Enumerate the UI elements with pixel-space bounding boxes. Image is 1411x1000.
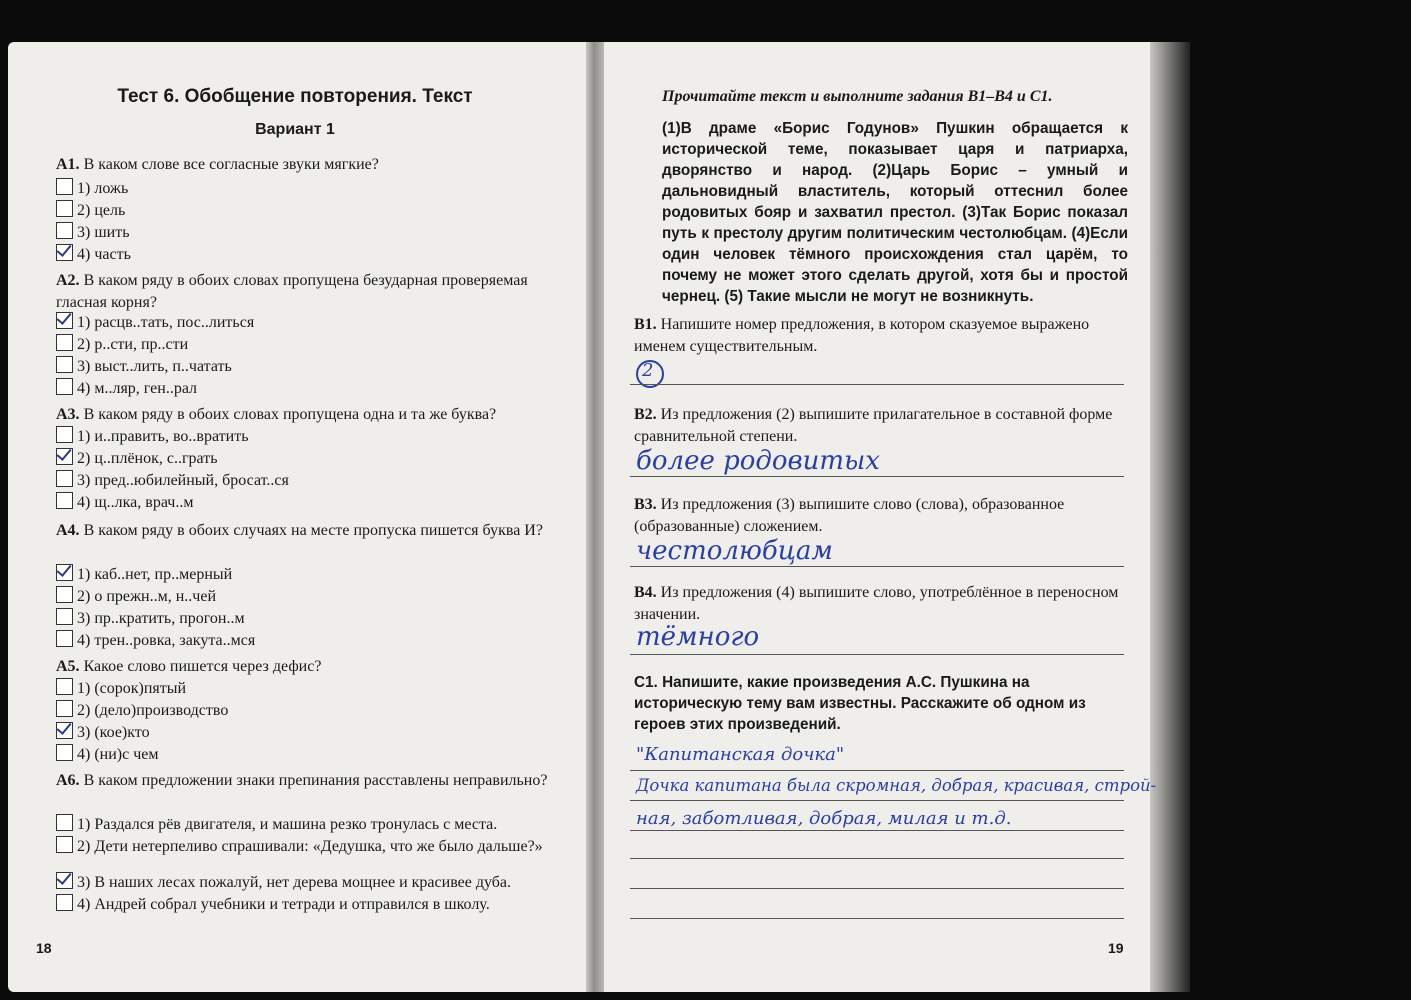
answer-option-label: 4) м..ляр, ген..рал — [77, 380, 198, 397]
answer-b3[interactable]: честолюбцам — [636, 536, 833, 566]
question-id: А2. — [56, 272, 80, 289]
answer-line — [630, 918, 1124, 919]
answer-b1[interactable]: 2 — [642, 360, 654, 381]
question-1 — [56, 154, 556, 176]
answer-option-label: 3) шить — [77, 224, 130, 241]
answer-option-label: 2) Дети нетерпеливо спрашивали: «Дедушка, что же было дальше?» — [77, 838, 543, 855]
variant-heading: Вариант 1 — [255, 121, 335, 138]
test-title: Тест 6. Обобщение повторения. Текст — [117, 86, 473, 107]
answer-option[interactable] — [56, 244, 131, 266]
answer-option-label: 3) пред..юбилейный, бросат..ся — [77, 472, 289, 489]
answer-option[interactable] — [56, 814, 497, 836]
answer-checkbox[interactable] — [56, 722, 73, 739]
answer-option-label: 3) (кое)кто — [77, 724, 150, 741]
answer-checkbox[interactable] — [56, 426, 73, 443]
answer-option-label: 3) пр..кратить, прогон..м — [77, 610, 245, 627]
answer-option[interactable] — [56, 312, 254, 334]
task-b4-text: Из предложения (4) выпишите слово, употреблённое в переносном значении. — [634, 584, 1119, 623]
answer-option[interactable] — [56, 564, 232, 586]
question-6 — [56, 770, 556, 792]
answer-checkbox[interactable] — [56, 334, 73, 351]
answer-option[interactable] — [56, 448, 218, 470]
task-c1 — [634, 672, 1128, 735]
answer-option[interactable] — [56, 334, 188, 356]
answer-checkbox[interactable] — [56, 200, 73, 217]
answer-option-label: 2) цель — [77, 202, 126, 219]
answer-option-label: 3) В наших лесах пожалуй, нет дерева мощнее и красивее дуба. — [77, 874, 512, 891]
answer-option-label: 1) каб..нет, пр..мерный — [77, 566, 233, 583]
answer-option[interactable] — [56, 586, 216, 608]
answer-option-label: 4) Андрей собрал учебники и тетради и отправился в школу. — [77, 896, 490, 913]
task-b3 — [634, 494, 1128, 538]
task-b1-id: В1. — [634, 316, 657, 333]
answer-checkbox[interactable] — [56, 492, 73, 509]
answer-checkbox[interactable] — [56, 836, 73, 853]
answer-checkbox[interactable] — [56, 894, 73, 911]
answer-option[interactable] — [56, 470, 289, 492]
book-spine — [586, 42, 604, 992]
answer-checkbox[interactable] — [56, 608, 73, 625]
answer-option[interactable] — [56, 700, 228, 722]
question-id: А1. — [56, 156, 80, 173]
answer-option[interactable] — [56, 608, 245, 630]
answer-checkbox[interactable] — [56, 586, 73, 603]
answer-line — [630, 384, 1124, 385]
answer-b2[interactable]: более родовитых — [636, 446, 880, 476]
task-b4-id: В4. — [634, 584, 657, 601]
answer-checkbox[interactable] — [56, 678, 73, 695]
task-b2 — [634, 404, 1128, 448]
task-b1-text: Напишите номер предложения, в котором сказуемое выражено именем существительным. — [634, 316, 1090, 355]
answer-option[interactable] — [56, 356, 232, 378]
task-b3-id: В3. — [634, 496, 657, 513]
answer-checkbox[interactable] — [56, 564, 73, 581]
answer-option[interactable] — [56, 630, 255, 652]
question-id: А4. — [56, 522, 80, 539]
question-id: А6. — [56, 772, 80, 789]
answer-option-label: 4) трен..ровка, закута..мся — [77, 632, 256, 649]
page-number-left: 18 — [36, 940, 52, 956]
answer-option-label: 1) расцв..тать, пос..литься — [77, 314, 255, 331]
answer-checkbox[interactable] — [56, 244, 73, 261]
answer-checkbox[interactable] — [56, 178, 73, 195]
answer-c1-line-1[interactable]: "Капитанская дочка" — [636, 744, 845, 765]
page-number-right: 19 — [1108, 940, 1124, 956]
answer-option[interactable] — [56, 200, 125, 222]
answer-option-label: 1) (сорок)пятый — [77, 680, 187, 697]
answer-option[interactable] — [56, 872, 511, 894]
answer-checkbox[interactable] — [56, 630, 73, 647]
answer-option[interactable] — [56, 378, 197, 400]
answer-c1-line-2[interactable]: Дочка капитана была скромная, добрая, красивая, строй- — [636, 776, 1157, 795]
answer-checkbox[interactable] — [56, 356, 73, 373]
answer-option-label: 4) (ни)с чем — [77, 746, 159, 763]
question-4 — [56, 520, 556, 542]
task-c1-id: С1. — [634, 674, 658, 691]
reading-instruction: Прочитайте текст и выполните задания В1–В4 и С1. — [662, 88, 1053, 105]
question-text: В каком ряду в обоих словах пропущена одна и та же буква? — [83, 406, 497, 423]
question-text: В каком слове все согласные звуки мягкие? — [83, 156, 379, 173]
question-3 — [56, 404, 556, 426]
answer-line — [630, 830, 1124, 831]
answer-line — [630, 654, 1124, 655]
question-id: А3. — [56, 406, 80, 423]
question-text: В каком ряду в обоих словах пропущена безударная проверяемая гласная корня? — [56, 272, 528, 311]
answer-checkbox[interactable] — [56, 744, 73, 761]
task-b4 — [634, 582, 1128, 626]
answer-b4[interactable]: тёмного — [636, 622, 760, 652]
answer-checkbox[interactable] — [56, 700, 73, 717]
task-b1 — [634, 314, 1128, 358]
answer-option[interactable] — [56, 722, 150, 744]
task-b3-text: Из предложения (3) выпишите слово (слова), образованное (образованные) сложением. — [634, 496, 1065, 535]
answer-checkbox[interactable] — [56, 448, 73, 465]
task-b2-text: Из предложения (2) выпишите прилагательное в составной форме сравнительной степени. — [634, 406, 1113, 445]
answer-line — [630, 770, 1124, 771]
answer-option-label: 2) р..сти, пр..сти — [77, 336, 189, 353]
question-text: В каком ряду в обоих случаях на месте пропуска пишется буква И? — [83, 522, 543, 539]
answer-option-label: 3) выст..лить, п..чатать — [77, 358, 232, 375]
answer-line — [630, 888, 1124, 889]
question-id: А5. — [56, 658, 80, 675]
task-b2-id: В2. — [634, 406, 657, 423]
answer-option-label: 1) Раздался рёв двигателя, и машина резко тронулась с места. — [77, 816, 498, 833]
question-text: В каком предложении знаки препинания расставлены неправильно? — [83, 772, 548, 789]
question-5 — [56, 656, 556, 678]
answer-checkbox[interactable] — [56, 222, 73, 239]
answer-option[interactable] — [56, 222, 130, 244]
answer-option[interactable] — [56, 894, 490, 916]
question-text: Какое слово пишется через дефис? — [83, 658, 322, 675]
answer-option-label: 4) щ..лка, врач..м — [77, 494, 194, 511]
answer-option-label: 1) и..править, во..вратить — [77, 428, 249, 445]
reading-passage: (1)В драме «Борис Годунов» Пушкин обращается к исторической теме, показывает царя и патриарха, дворянство и народ. (2)Царь Борис – умный и дальновидный властитель, который оттеснил более родовитых бояр и захватил престол. (3)Так Борис показал путь к престолу другим политическим честолюбцам. (4)Если один человек тёмного происхождения стал царём, то почему не может этого сделать другой, хотя бы и простой чернец. (5) Такие мысли не могут не возникнуть. — [662, 120, 1128, 305]
answer-option-label: 2) ц..плёнок, с..грать — [77, 450, 218, 467]
answer-checkbox[interactable] — [56, 872, 73, 889]
answer-line — [630, 566, 1124, 567]
answer-option[interactable] — [56, 678, 186, 700]
answer-c1-line-3[interactable]: ная, заботливая, добрая, милая и т.д. — [636, 808, 1012, 829]
question-2 — [56, 270, 556, 314]
page-edge-shadow — [1150, 42, 1190, 992]
answer-option-label: 2) о прежн..м, н..чей — [77, 588, 217, 605]
answer-option-label: 4) часть — [77, 246, 131, 263]
answer-checkbox[interactable] — [56, 312, 73, 329]
answer-option[interactable] — [56, 836, 547, 858]
answer-checkbox[interactable] — [56, 814, 73, 831]
answer-option[interactable] — [56, 492, 193, 514]
answer-checkbox[interactable] — [56, 470, 73, 487]
answer-checkbox[interactable] — [56, 378, 73, 395]
answer-option-label: 1) ложь — [77, 180, 129, 197]
answer-option[interactable] — [56, 744, 158, 766]
task-c1-text: Напишите, какие произведения А.С. Пушкина на историческую тему вам известны. Расскажите об одном из героев этих произведений. — [634, 674, 1086, 733]
answer-option[interactable] — [56, 426, 249, 448]
answer-option-label: 2) (дело)производство — [77, 702, 229, 719]
answer-line — [630, 800, 1124, 801]
answer-line — [630, 476, 1124, 477]
answer-option[interactable] — [56, 178, 128, 200]
answer-line — [630, 858, 1124, 859]
